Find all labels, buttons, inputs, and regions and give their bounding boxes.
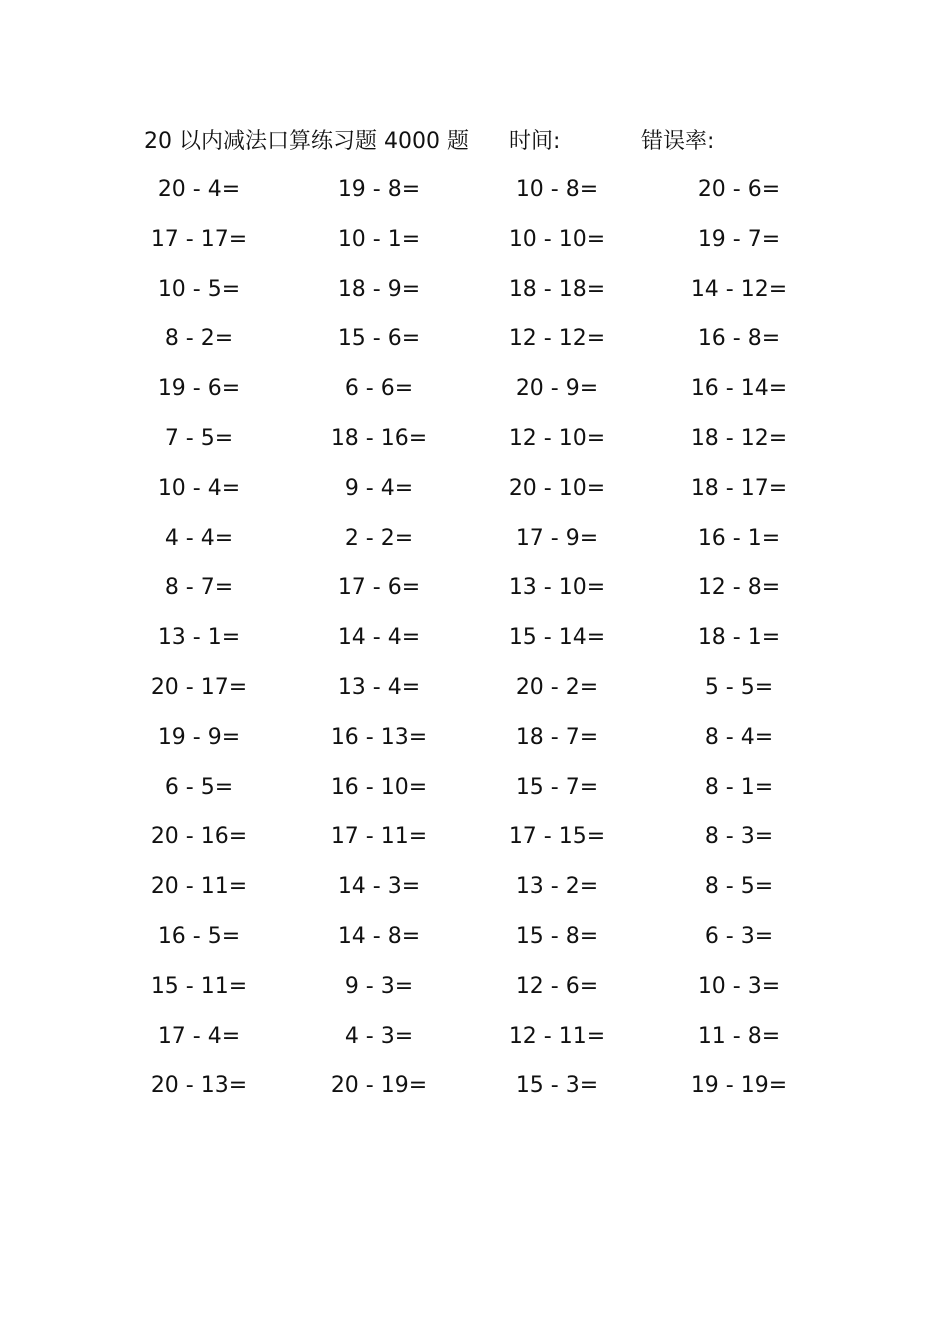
problem-item: 18 - 12= <box>690 425 788 451</box>
problem-item: 20 - 4= <box>157 177 241 202</box>
problem-item: 19 - 9= <box>157 724 241 750</box>
problem-item: 10 - 3= <box>697 973 781 999</box>
problem-item: 16 - 10= <box>330 774 428 800</box>
problem-item: 17 - 17= <box>150 226 248 252</box>
problem-item: 20 - 10= <box>508 475 606 501</box>
time-label: 时间: <box>509 129 561 154</box>
problem-item: 15 - 11= <box>150 973 248 999</box>
problem-item: 9 - 4= <box>344 475 414 501</box>
problem-item: 10 - 10= <box>508 226 606 252</box>
problem-item: 8 - 3= <box>704 824 774 850</box>
problem-row <box>138 969 798 1019</box>
problem-grid <box>138 172 798 1118</box>
problem-item: 10 - 1= <box>337 226 421 252</box>
problem-item: 4 - 4= <box>164 525 234 551</box>
problem-item: 20 - 11= <box>150 874 248 900</box>
problem-item: 8 - 7= <box>164 575 234 601</box>
problem-row <box>138 620 798 670</box>
problem-item: 20 - 2= <box>515 674 599 700</box>
problem-item: 15 - 14= <box>508 625 606 651</box>
problem-item: 15 - 6= <box>337 326 421 352</box>
problem-item: 8 - 5= <box>704 874 774 900</box>
problem-row <box>138 371 798 421</box>
problem-item: 10 - 5= <box>157 276 241 302</box>
problem-item: 18 - 7= <box>515 724 599 750</box>
problem-row <box>138 421 798 471</box>
problem-item: 8 - 4= <box>704 724 774 750</box>
problem-item: 18 - 17= <box>690 475 788 501</box>
problem-item: 14 - 4= <box>337 625 421 651</box>
problem-item: 14 - 12= <box>690 276 788 302</box>
problem-item: 16 - 14= <box>690 376 788 402</box>
problem-row <box>138 720 798 770</box>
problem-item: 4 - 3= <box>344 1023 414 1049</box>
problem-row <box>138 222 798 272</box>
problem-item: 2 - 2= <box>344 525 414 551</box>
problem-item: 12 - 6= <box>515 973 599 999</box>
problem-item: 13 - 1= <box>157 625 241 651</box>
problem-row <box>138 670 798 720</box>
problem-item: 10 - 4= <box>157 475 241 501</box>
error-rate-label: 错误率: <box>641 129 715 154</box>
problem-item: 16 - 1= <box>697 525 781 551</box>
problem-row <box>138 521 798 571</box>
problem-item: 20 - 16= <box>150 824 248 850</box>
problem-item: 16 - 5= <box>157 923 241 949</box>
problem-item: 15 - 7= <box>515 774 599 800</box>
problem-item: 7 - 5= <box>164 425 234 451</box>
problem-row <box>138 919 798 969</box>
problem-row <box>138 819 798 869</box>
problem-item: 17 - 15= <box>508 824 606 850</box>
problem-item: 14 - 8= <box>337 923 421 949</box>
problem-item: 17 - 6= <box>337 575 421 601</box>
problem-row <box>138 272 798 322</box>
problem-item: 13 - 2= <box>515 874 599 900</box>
problem-item: 14 - 3= <box>337 874 421 900</box>
problem-item: 15 - 3= <box>515 1073 599 1099</box>
problem-item: 16 - 8= <box>697 326 781 352</box>
problem-item: 17 - 9= <box>515 525 599 551</box>
problem-item: 19 - 6= <box>157 376 241 402</box>
worksheet-title: 20 以内减法口算练习题 4000 题 <box>144 129 469 154</box>
problem-row <box>138 471 798 521</box>
problem-item: 17 - 11= <box>330 824 428 850</box>
problem-item: 5 - 5= <box>704 674 774 700</box>
problem-item: 8 - 1= <box>704 774 774 800</box>
problem-item: 19 - 8= <box>337 177 421 202</box>
problem-item: 20 - 17= <box>150 674 248 700</box>
problem-item: 20 - 6= <box>697 177 781 202</box>
problem-item: 6 - 5= <box>164 774 234 800</box>
problem-item: 20 - 9= <box>515 376 599 402</box>
problem-row <box>138 321 798 371</box>
problem-item: 9 - 3= <box>344 973 414 999</box>
problem-item: 18 - 9= <box>337 276 421 302</box>
worksheet-header <box>144 124 844 160</box>
problem-item: 11 - 8= <box>697 1023 781 1049</box>
problem-row <box>138 1019 798 1069</box>
problem-item: 20 - 19= <box>330 1073 428 1099</box>
problem-item: 13 - 4= <box>337 674 421 700</box>
problem-item: 18 - 16= <box>330 425 428 451</box>
problem-item: 6 - 3= <box>704 923 774 949</box>
problem-item: 12 - 12= <box>508 326 606 352</box>
problem-item: 13 - 10= <box>508 575 606 601</box>
problem-row <box>138 570 798 620</box>
problem-item: 15 - 8= <box>515 923 599 949</box>
problem-item: 18 - 18= <box>508 276 606 302</box>
problem-item: 12 - 8= <box>697 575 781 601</box>
problem-item: 12 - 10= <box>508 425 606 451</box>
problem-item: 16 - 13= <box>330 724 428 750</box>
problem-item: 6 - 6= <box>344 376 414 402</box>
problem-item: 17 - 4= <box>157 1023 241 1049</box>
problem-row <box>138 172 798 222</box>
problem-row <box>138 770 798 820</box>
problem-item: 12 - 11= <box>508 1023 606 1049</box>
problem-item: 19 - 19= <box>690 1073 788 1099</box>
problem-row <box>138 1068 798 1118</box>
problem-item: 18 - 1= <box>697 625 781 651</box>
problem-row <box>138 869 798 919</box>
problem-item: 20 - 13= <box>150 1073 248 1099</box>
problem-item: 19 - 7= <box>697 226 781 252</box>
problem-item: 10 - 8= <box>515 177 599 202</box>
problem-item: 8 - 2= <box>164 326 234 352</box>
